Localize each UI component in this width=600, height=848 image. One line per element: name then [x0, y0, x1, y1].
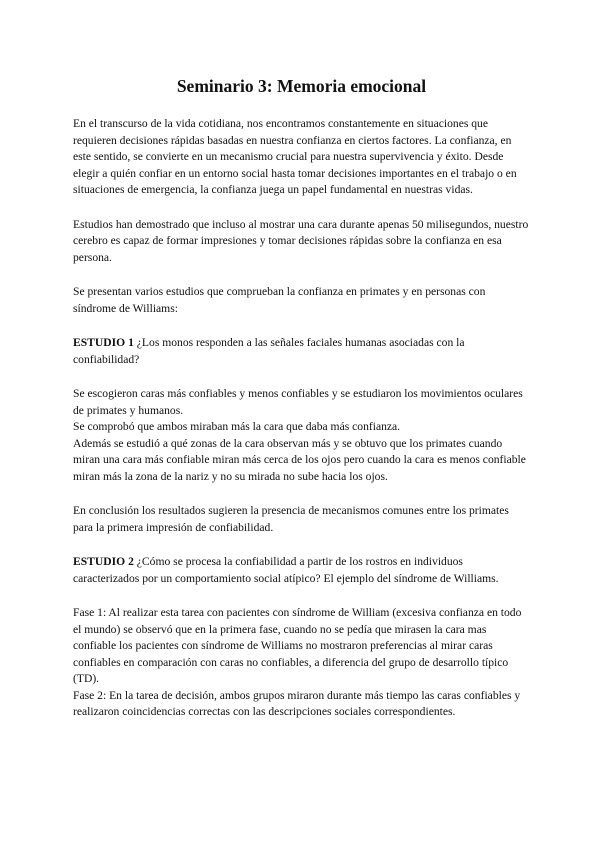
study1-label: ESTUDIO 1	[73, 336, 134, 349]
study2-label: ESTUDIO 2	[73, 555, 134, 568]
study1-line-2: Se comprobó que ambos miraban más la cara que daba más confianza.	[73, 420, 401, 433]
study1-question: ¿Los monos responden a las señales faciales humanas asociadas con la confiabilidad?	[73, 336, 465, 366]
study2-question: ¿Cómo se procesa la confiabilidad a partir de los rostros en individuos caracterizados por un comportamiento social atípico? El ejemplo del síndrome de Williams.	[73, 555, 499, 585]
study2-heading	[73, 554, 530, 587]
study2-phase-2: Fase 2: En la tarea de decisión, ambos grupos miraron durante más tiempo las caras confiables y realizaron coincidencias correctas con las descripciones sociales correspondientes.	[73, 688, 521, 718]
study2-results	[73, 605, 530, 721]
document-title: Seminario 3: Memoria emocional	[176, 76, 427, 96]
study1-line-3: Además se estudió a qué zonas de la cara observan más y se obtuvo que los primates cuando miran una cara más confiable miran más cerca de los ojos pero cuando la cara es menos confiable miran más la zona de la nariz y no su mirada no sube hacia los ojos.	[73, 436, 526, 483]
paragraph-milliseconds: Estudios han demostrado que incluso al mostrar una cara durante apenas 50 milisegundos, nuestro cerebro es capaz de formar impresiones y tomar decisiones rápidas sobre la confianza en esa persona.	[73, 217, 529, 264]
intro-paragraph: En el transcurso de la vida cotidiana, nos encontramos constantemente en situaciones que requieren decisiones rápidas basadas en nuestra confianza en ciertos factores. La confianza, en este sentido, se convierte en un mecanismo crucial para nuestra supervivencia y éxito. Desde elegir a quién confiar en un entorno social hasta tomar decisiones importantes en el trabajo o en situaciones de emergencia, la confianza juega un papel fundamental en nuestras vidas.	[73, 117, 517, 196]
study1-line-1: Se escogieron caras más confiables y menos confiables y se estudiaron los movimientos oculares de primates y humanos.	[73, 387, 523, 417]
study1-results	[73, 386, 530, 485]
study1-conclusion: En conclusión los resultados sugieren la presencia de mecanismos comunes entre los primates para la primera impresión de confiabilidad.	[73, 504, 509, 534]
study2-phase-1: Fase 1: Al realizar esta tarea con pacientes con síndrome de William (excesiva confianza en todo el mundo) se observó que en la primera fase, cuando no se pedía que mirasen la cara mas confiable los pacientes con síndrome de Williams no mostraron preferencias al mirar caras confiables en comparación con caras no confiables, a diferencia del grupo de desarrollo típico (TD).	[73, 606, 522, 685]
study1-heading	[73, 335, 530, 368]
paragraph-studies-intro: Se presentan varios estudios que comprueban la confianza en primates y en personas con síndrome de Williams:	[73, 285, 486, 315]
